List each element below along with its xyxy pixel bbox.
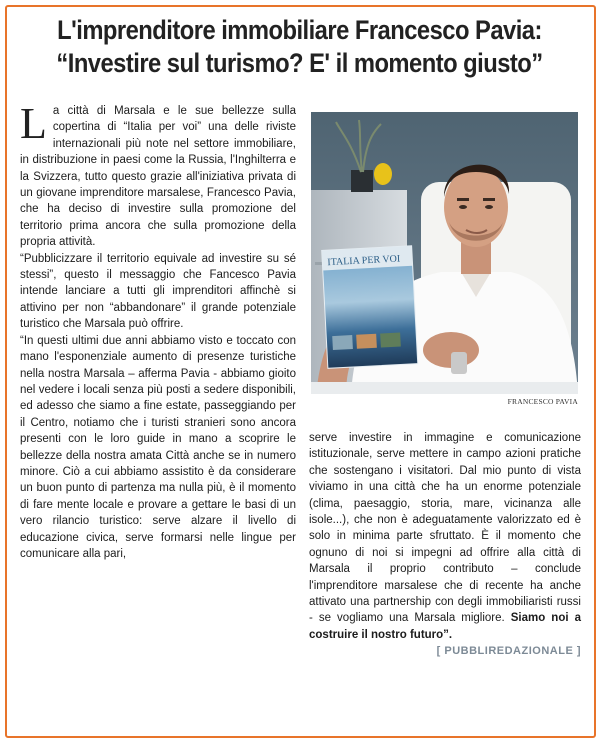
paragraph-4: serve investire in immagine e comunicazione istituzionale, serve mettere in campo azioni pratiche che sostengano i visitatori. Dal mio punto di vista viviamo in una città che ha un enorme potenziale (clima, paesaggio, storia, mare, vicinanza alle isole...), che non è adeguatamente valorizzato ed è solo in minima parte sfruttato. È il momento che ognuno di noi si impegni ad offrire alla città di Marsala il proprio contributo – conclude l'imprenditore marsalese che di recente ha anche attivato una partnership con degli immobiliaristi russi - se vogliamo una Marsala migliore. [309, 432, 581, 625]
paragraph-3: “In questi ultimi due anni abbiamo visto e toccato con mano l'esponenziale aumento di presenze turistiche nella nostra Marsala – afferma Pavia - abbiamo gioito nel vedere i locali senza più posti a sedere disponibili, ed adesso che siamo a fine estate, passeggiando per il Centro, notiamo che i turisti stranieri sono ancora presenti con le loro guide in mano a scoprire le bellezze della nostra amata Città anche se in numero minore. Ciò a cui abbiamo assistito è da considerare un buon punto di partenza ma nulla più, è il momento di fare mente locale e provare a gettare le basi di un vero rilancio turistico: serve alzare il livello di educazione civica, serve formarsi nelle lingue per comunicare alla pari, [20, 334, 296, 560]
article-column-right [309, 430, 581, 660]
article-column-left [20, 99, 296, 562]
portrait-photo [311, 112, 578, 394]
paragraph-2: “Pubblicizzare il territorio equivale ad investire su sé stessi”, questo il messaggio che Fancesco Pavia intende lanciare a tutti gli imprenditori affinchè si attivino per non “abbandonare” il grande potenziale turistico che Marsala può offrire. [20, 252, 296, 331]
magazine-title: ITALIA PER VOI [327, 253, 401, 269]
portrait-illustration [311, 112, 578, 394]
photo-caption: FRANCESCO PAVIA [507, 397, 578, 406]
drop-cap: L [20, 99, 47, 148]
paragraph-1: a città di Marsala e le sue bellezze sulla copertina di “Italia per voi” una delle riviste internazionali più note nel settore immobiliare, in distribuzione in paesi come la Russia, l'Inghilterra e la Svizzera, tutto questo grazie all'iniziativa privata di un giovane imprenditore marsalese, Francesco Pavia, che ha deciso di investire sulla promozione del territorio prima ancora che sulla promozione della propria attività. [20, 105, 296, 249]
headline-line-1: L'imprenditore immobiliare Francesco Pavia: [57, 15, 542, 45]
advertorial-tag: [ PUBBLIREDAZIONALE ] [436, 645, 581, 658]
headline [43, 14, 556, 80]
closing-quote: Siamo noi a costruire il nostro futuro”. [309, 612, 581, 641]
headline-line-2: “Investire sul turismo? E' il momento giusto” [56, 48, 543, 78]
